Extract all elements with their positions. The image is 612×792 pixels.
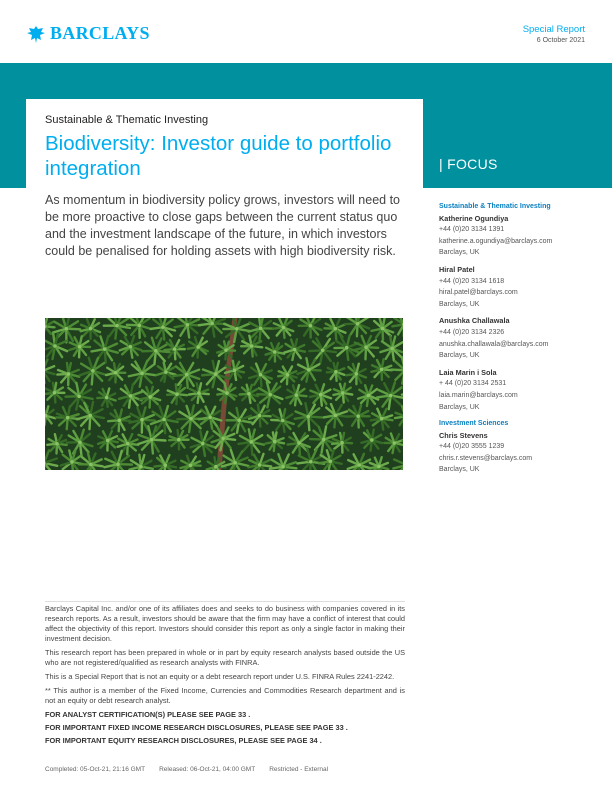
analyst-location: Barclays, UK xyxy=(439,403,480,411)
report-title: Biodiversity: Investor guide to portfolio integration xyxy=(45,132,392,180)
disclaimer xyxy=(45,604,405,749)
disclaimer-author-note: ** This author is a member of the Fixed Income, Currencies and Commodities Research department and is not an equity or debt research analyst. xyxy=(45,686,405,705)
analyst-contacts xyxy=(439,201,599,481)
divider xyxy=(45,601,405,602)
analyst-name: Anushka Challawala xyxy=(439,316,510,326)
analyst-phone[interactable]: +44 (0)20 3555 1239 xyxy=(439,443,505,451)
report-date: 6 October 2021 xyxy=(536,37,585,44)
analyst-phone[interactable]: +44 (0)20 3134 1391 xyxy=(439,226,505,234)
section-title: Sustainable & Thematic Investing xyxy=(45,114,209,126)
analyst-location: Barclays, UK xyxy=(439,300,480,308)
barclays-logo[interactable] xyxy=(26,23,150,44)
analyst-location: Barclays, UK xyxy=(439,249,480,257)
analyst-name: Chris Stevens xyxy=(439,430,488,440)
analyst-card xyxy=(439,430,599,476)
analyst-name: Hiral Patel xyxy=(439,264,475,274)
analyst-location: Barclays, UK xyxy=(439,352,480,360)
equity-disclosures-link[interactable]: FOR IMPORTANT EQUITY RESEARCH DISCLOSURES, PLEASE SEE PAGE 34 . xyxy=(45,736,322,745)
footer xyxy=(45,766,342,773)
analyst-phone[interactable]: +44 (0)20 3134 2326 xyxy=(439,328,505,336)
contact-group-title: Investment Sciences xyxy=(439,420,509,428)
disclaimer-conflict: Barclays Capital Inc. and/or one of its affiliates does and seeks to do business with companies covered in its research reports. As a result, investors should be aware that the firm may have a conflict of interest that could affect the objectivity of this report. Investors should consider this report as only a single factor in making their investment decision. xyxy=(45,604,405,643)
report-summary: As momentum in biodiversity policy grows, investors will need to be more proactive to close gaps between the current status quo and the investment landscape of the future, in which investors could be penalised for holding assets with high biodiversity risk. xyxy=(45,193,400,258)
analyst-email[interactable]: hiral.patel@barclays.com xyxy=(439,289,518,297)
analyst-card xyxy=(439,213,599,259)
analyst-card xyxy=(439,367,599,413)
contact-group-title: Sustainable & Thematic Investing xyxy=(439,203,551,210)
eagle-icon xyxy=(26,24,46,44)
analyst-email[interactable]: katherine.a.ogundiya@barclays.com xyxy=(439,237,553,245)
analyst-name: Laia Marin i Sola xyxy=(439,367,497,377)
released-timestamp: Released: 06-Oct-21, 04:00 GMT xyxy=(159,766,256,773)
analyst-certification-link[interactable]: FOR ANALYST CERTIFICATION(S) PLEASE SEE PAGE 33 . xyxy=(45,710,251,719)
analyst-email[interactable]: chris.r.stevens@barclays.com xyxy=(439,454,533,462)
analyst-card xyxy=(439,315,599,361)
analyst-phone[interactable]: +44 (0)20 3134 1618 xyxy=(439,277,505,285)
contact-group-sti xyxy=(439,201,599,413)
report-type: Special Report xyxy=(522,24,585,35)
analyst-card xyxy=(439,264,599,310)
analyst-email[interactable]: laia.marin@barclays.com xyxy=(439,391,518,399)
completed-timestamp: Completed: 05-Oct-21, 21:16 GMT xyxy=(45,766,146,773)
focus-label: | FOCUS xyxy=(439,156,498,172)
fixed-income-disclosures-link[interactable]: FOR IMPORTANT FIXED INCOME RESEARCH DISCLOSURES, PLEASE SEE PAGE 33 . xyxy=(45,723,348,732)
contact-group-investment-sciences xyxy=(439,418,599,476)
restriction-label: Restricted - External xyxy=(269,766,329,773)
analyst-email[interactable]: anushka.challawala@barclays.com xyxy=(439,340,549,348)
analyst-name: Katherine Ogundiya xyxy=(439,213,509,223)
analyst-location: Barclays, UK xyxy=(439,466,480,474)
disclaimer-finra-analysts: This research report has been prepared in whole or in part by equity research analysts based outside the US who are not registered/qualified as research analysts with FINRA. xyxy=(45,648,405,667)
disclaimer-special-report: This is a Special Report that is not an equity or a debt research report under U.S. FINRA Rules 2241-2242. xyxy=(45,672,395,681)
aerial-palm-plantation-image xyxy=(45,318,403,470)
analyst-phone[interactable]: + 44 (0)20 3134 2531 xyxy=(439,380,507,388)
brand-name: BARCLAYS xyxy=(50,23,150,43)
